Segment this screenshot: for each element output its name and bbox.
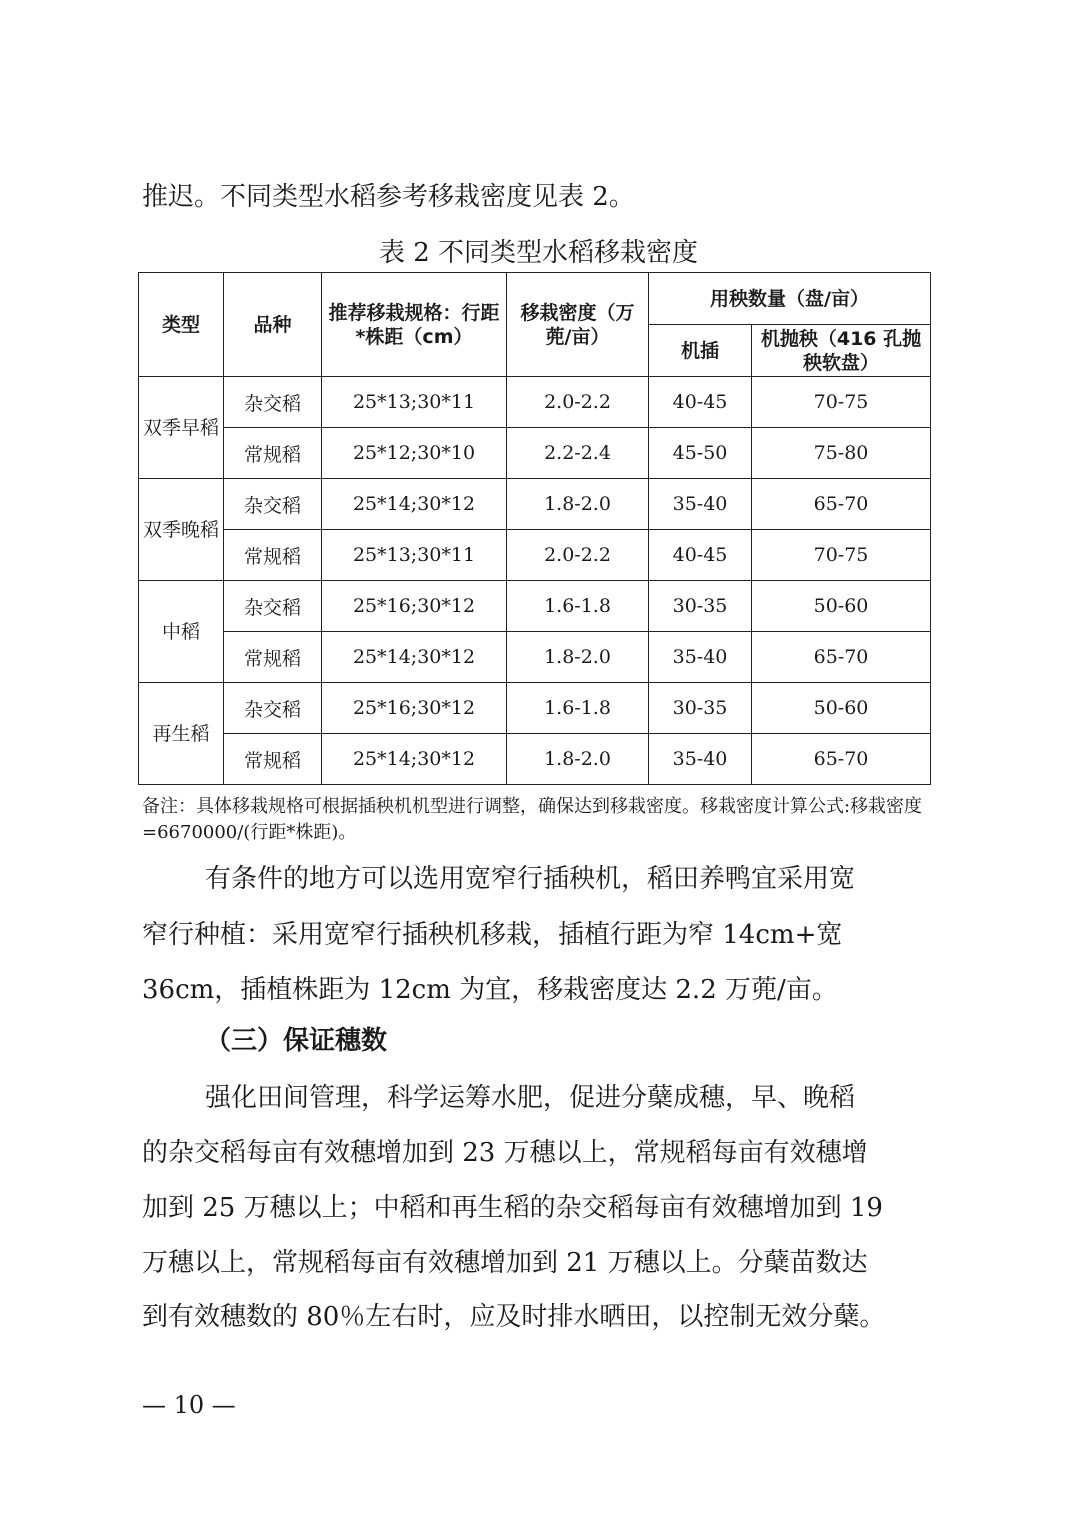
density-table bbox=[138, 272, 931, 785]
table-row bbox=[139, 734, 931, 785]
cell-variety: 杂交稻 bbox=[224, 581, 322, 632]
intro-line: 推迟。不同类型水稻参考移栽密度见表 2。 bbox=[142, 182, 635, 212]
paragraph-line: 强化田间管理，科学运筹水肥，促进分蘖成穗，早、晚稻 bbox=[205, 1083, 856, 1113]
paragraph-line: 到有效穗数的 80％左右时，应及时排水晒田，以控制无效分蘖。 bbox=[142, 1302, 886, 1332]
cell-machine: 30-35 bbox=[649, 683, 752, 734]
cell-variety: 常规稻 bbox=[224, 530, 322, 581]
table-row bbox=[139, 530, 931, 581]
cell-machine: 40-45 bbox=[649, 377, 752, 428]
header-spec: 推荐移栽规格：行距*株距（cm） bbox=[322, 273, 507, 377]
section-heading: （三）保证穗数 bbox=[205, 1026, 388, 1056]
cell-density: 1.8-2.0 bbox=[507, 479, 649, 530]
cell-variety: 常规稻 bbox=[224, 632, 322, 683]
cell-throw: 70-75 bbox=[752, 530, 931, 581]
paragraph-line: 窄行种植：采用宽窄行插秧机移栽，插植行距为窄 14cm+宽 bbox=[142, 920, 843, 950]
header-type: 类型 bbox=[139, 273, 224, 377]
cell-spec: 25*12;30*10 bbox=[322, 428, 507, 479]
cell-spec: 25*13;30*11 bbox=[322, 530, 507, 581]
cell-throw: 50-60 bbox=[752, 581, 931, 632]
cell-type: 再生稻 bbox=[139, 683, 224, 785]
cell-throw: 65-70 bbox=[752, 632, 931, 683]
paragraph-line: 加到 25 万穗以上；中稻和再生稻的杂交稻每亩有效穗增加到 19 bbox=[142, 1193, 883, 1223]
cell-variety: 杂交稻 bbox=[224, 479, 322, 530]
cell-spec: 25*14;30*12 bbox=[322, 632, 507, 683]
cell-machine: 45-50 bbox=[649, 428, 752, 479]
cell-variety: 常规稻 bbox=[224, 734, 322, 785]
cell-density: 2.0-2.2 bbox=[507, 377, 649, 428]
cell-spec: 25*16;30*12 bbox=[322, 581, 507, 632]
header-density: 移栽密度（万蔸/亩） bbox=[507, 273, 649, 377]
cell-density: 1.6-1.8 bbox=[507, 683, 649, 734]
paragraph-line: 36cm，插植株距为 12cm 为宜，移栽密度达 2.2 万蔸/亩。 bbox=[142, 975, 838, 1005]
table-body bbox=[139, 377, 931, 785]
cell-machine: 30-35 bbox=[649, 581, 752, 632]
table-row bbox=[139, 377, 931, 428]
table-row bbox=[139, 479, 931, 530]
header-machine: 机插 bbox=[649, 325, 752, 377]
cell-throw: 65-70 bbox=[752, 479, 931, 530]
header-variety: 品种 bbox=[224, 273, 322, 377]
cell-throw: 65-70 bbox=[752, 734, 931, 785]
table-row bbox=[139, 632, 931, 683]
cell-spec: 25*16;30*12 bbox=[322, 683, 507, 734]
cell-density: 1.6-1.8 bbox=[507, 581, 649, 632]
cell-throw: 75-80 bbox=[752, 428, 931, 479]
paragraph-line: 的杂交稻每亩有效穗增加到 23 万穗以上，常规稻每亩有效穗增 bbox=[142, 1138, 868, 1168]
table-note: 备注：具体移栽规格可根据插秧机机型进行调整，确保达到移栽密度。移栽密度计算公式:移栽密度=6670000/(行距*株距)。 bbox=[142, 796, 923, 843]
cell-type: 双季晚稻 bbox=[139, 479, 224, 581]
header-throw: 机抛秧（416 孔抛秧软盘） bbox=[752, 325, 931, 377]
cell-variety: 杂交稻 bbox=[224, 377, 322, 428]
cell-spec: 25*13;30*11 bbox=[322, 377, 507, 428]
cell-density: 1.8-2.0 bbox=[507, 734, 649, 785]
cell-machine: 35-40 bbox=[649, 734, 752, 785]
cell-machine: 35-40 bbox=[649, 632, 752, 683]
cell-density: 1.8-2.0 bbox=[507, 632, 649, 683]
paragraph-line: 万穗以上，常规稻每亩有效穗增加到 21 万穗以上。分蘖苗数达 bbox=[142, 1248, 868, 1278]
cell-type: 中稻 bbox=[139, 581, 224, 683]
cell-throw: 70-75 bbox=[752, 377, 931, 428]
page-number: — 10 — bbox=[142, 1391, 236, 1419]
table-caption: 表 2 不同类型水稻移栽密度 bbox=[378, 238, 699, 268]
cell-machine: 35-40 bbox=[649, 479, 752, 530]
table-row bbox=[139, 683, 931, 734]
cell-type: 双季早稻 bbox=[139, 377, 224, 479]
cell-density: 2.2-2.4 bbox=[507, 428, 649, 479]
cell-spec: 25*14;30*12 bbox=[322, 734, 507, 785]
table-row bbox=[139, 581, 931, 632]
cell-variety: 常规稻 bbox=[224, 428, 322, 479]
cell-variety: 杂交稻 bbox=[224, 683, 322, 734]
cell-throw: 50-60 bbox=[752, 683, 931, 734]
cell-density: 2.0-2.2 bbox=[507, 530, 649, 581]
table-row bbox=[139, 428, 931, 479]
cell-machine: 40-45 bbox=[649, 530, 752, 581]
paragraph-line: 有条件的地方可以选用宽窄行插秧机，稻田养鸭宜采用宽 bbox=[205, 864, 856, 894]
cell-spec: 25*14;30*12 bbox=[322, 479, 507, 530]
header-seedling: 用秧数量（盘/亩） bbox=[649, 273, 931, 325]
